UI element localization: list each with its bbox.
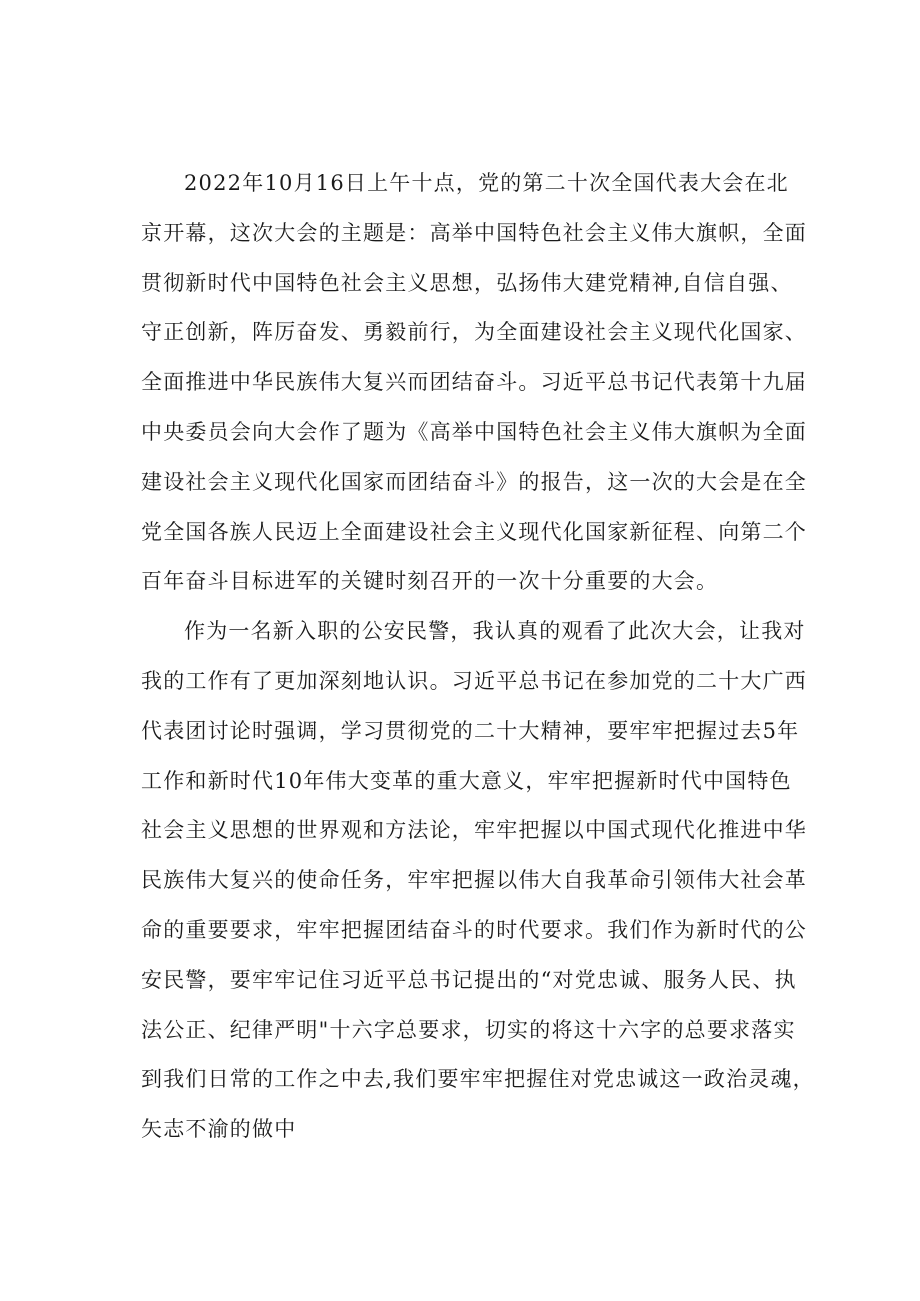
paragraph-line: 民族伟大复兴的使命任务，牢牢把握以伟大自我革命引领伟大社会革 xyxy=(141,868,807,893)
document-body xyxy=(141,159,815,1155)
paragraph-line: 百年奋斗目标进军的关键时刻召开的一次十分重要的大会。 xyxy=(141,569,719,594)
paragraph-line: 代表团讨论时强调，学习贯彻党的二十大精神，要牢牢把握过去5年 xyxy=(141,718,800,743)
paragraph-line: 2022年10月16日上午十点，党的第二十次全国代表大会在北 xyxy=(184,171,789,195)
paragraph-line: 贯彻新时代中国特色社会主义思想，弘扬伟大建党精神,自信自强、 xyxy=(141,270,793,295)
paragraph-line: 守正创新，阵厉奋发、勇毅前行，为全面建设社会主义现代化国家、 xyxy=(141,320,807,345)
paragraph-line: 党全国各族人民迈上全面建设社会主义现代化国家新征程、向第二个 xyxy=(141,519,807,544)
paragraph-line: 京开幕，这次大会的主题是：高举中国特色社会主义伟大旗帜，全面 xyxy=(141,220,807,245)
paragraph-line: 到我们日常的工作之中去,我们要牢牢把握住对党忠诚这一政治灵魂， xyxy=(141,1067,815,1092)
paragraph-line: 命的重要要求，牢牢把握团结奋斗的时代要求。我们作为新时代的公 xyxy=(141,917,807,942)
paragraph-line: 建设社会主义现代化国家而团结奋斗》的报告，这一次的大会是在全 xyxy=(141,469,807,494)
paragraph-line: 法公正、纪律严明"十六字总要求，切实的将这十六字的总要求落实 xyxy=(141,1017,796,1042)
paragraph-line: 全面推进中华民族伟大复兴而团结奋斗。习近平总书记代表第十九届 xyxy=(141,370,807,395)
paragraph-line: 社会主义思想的世界观和方法论，牢牢把握以中国式现代化推进中华 xyxy=(141,818,807,843)
paragraph-line: 工作和新时代10年伟大变革的重大意义，牢牢把握新时代中国特色 xyxy=(141,768,792,793)
paragraph-2 xyxy=(141,607,815,1155)
paragraph-line: 作为一名新入职的公安民警，我认真的观看了此次大会，让我对 xyxy=(184,619,806,644)
paragraph-line: 中央委员会向大会作了题为《高举中国特色社会主义伟大旗帜为全面 xyxy=(141,419,807,444)
paragraph-line: 安民警，要牢牢记住习近平总书记提出的“对党忠诚、服务人民、执 xyxy=(141,967,797,992)
paragraph-line: 矢志不渝的做中 xyxy=(141,1117,297,1142)
paragraph-line: 我的工作有了更加深刻地认识。习近平总书记在参加党的二十大广西 xyxy=(141,668,807,693)
paragraph-1 xyxy=(141,159,807,607)
